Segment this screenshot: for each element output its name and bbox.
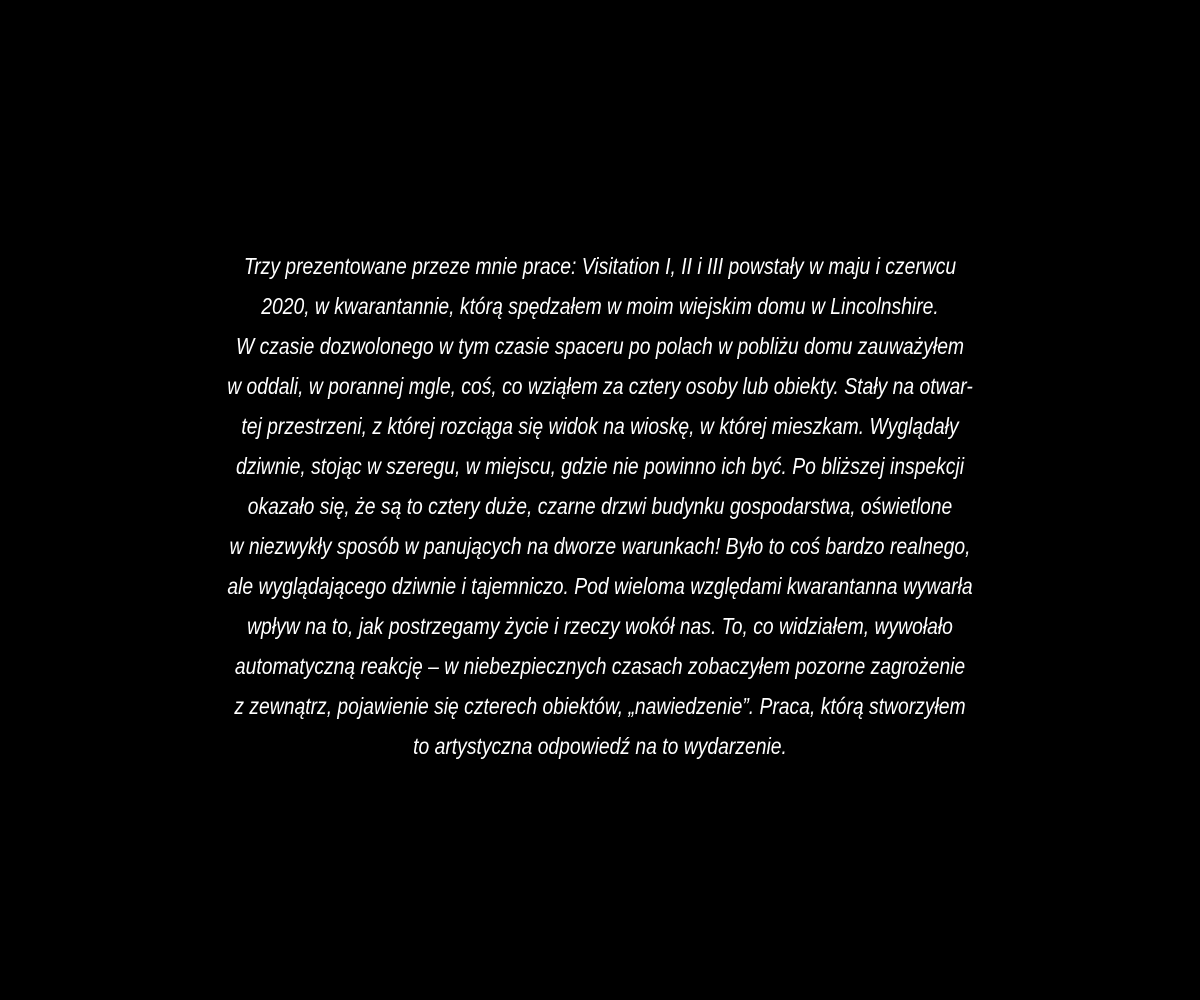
statement-line-1: Trzy prezentowane przeze mnie prace: Visitation I, II i III powstały w maju i czerwcu [243,253,957,279]
statement-line-11: automatyczną reakcję – w niebezpiecznych czasach zobaczyłem pozorne zagrożenie [234,653,966,679]
artist-statement [80,246,1120,766]
statement-line-2: 2020, w kwarantannie, którą spędzałem w moim wiejskim domu w Lincolnshire. [261,293,939,319]
statement-line-7: okazało się, że są to cztery duże, czarne drzwi budynku gospodarstwa, oświetlone [247,493,953,519]
statement-line-4: w oddali, w porannej mgle, coś, co wziąłem za cztery osoby lub obiekty. Stały na otwar- [227,373,973,399]
statement-line-6: dziwnie, stojąc w szeregu, w miejscu, gdzie nie powinno ich być. Po bliższej inspekcji [235,453,965,479]
statement-line-13: to artystyczna odpowiedź na to wydarzenie. [413,733,787,759]
statement-line-10: wpływ na to, jak postrzegamy życie i rzeczy wokół nas. To, co widziałem, wywołało [247,613,953,639]
statement-line-3: W czasie dozwolonego w tym czasie spaceru po polach w pobliżu domu zauważyłem [235,333,965,359]
statement-line-8: w niezwykły sposób w panujących na dworze warunkach! Było to coś bardzo realnego, [229,533,971,559]
statement-line-5: tej przestrzeni, z której rozciąga się widok na wioskę, w której mieszkam. Wyglądały [241,413,959,439]
statement-line-12: z zewnątrz, pojawienie się czterech obiektów, „nawiedzenie”. Praca, którą stworzyłem [234,693,966,719]
statement-line-9: ale wyglądającego dziwnie i tajemniczo. Pod wieloma względami kwarantanna wywarła [227,573,973,599]
